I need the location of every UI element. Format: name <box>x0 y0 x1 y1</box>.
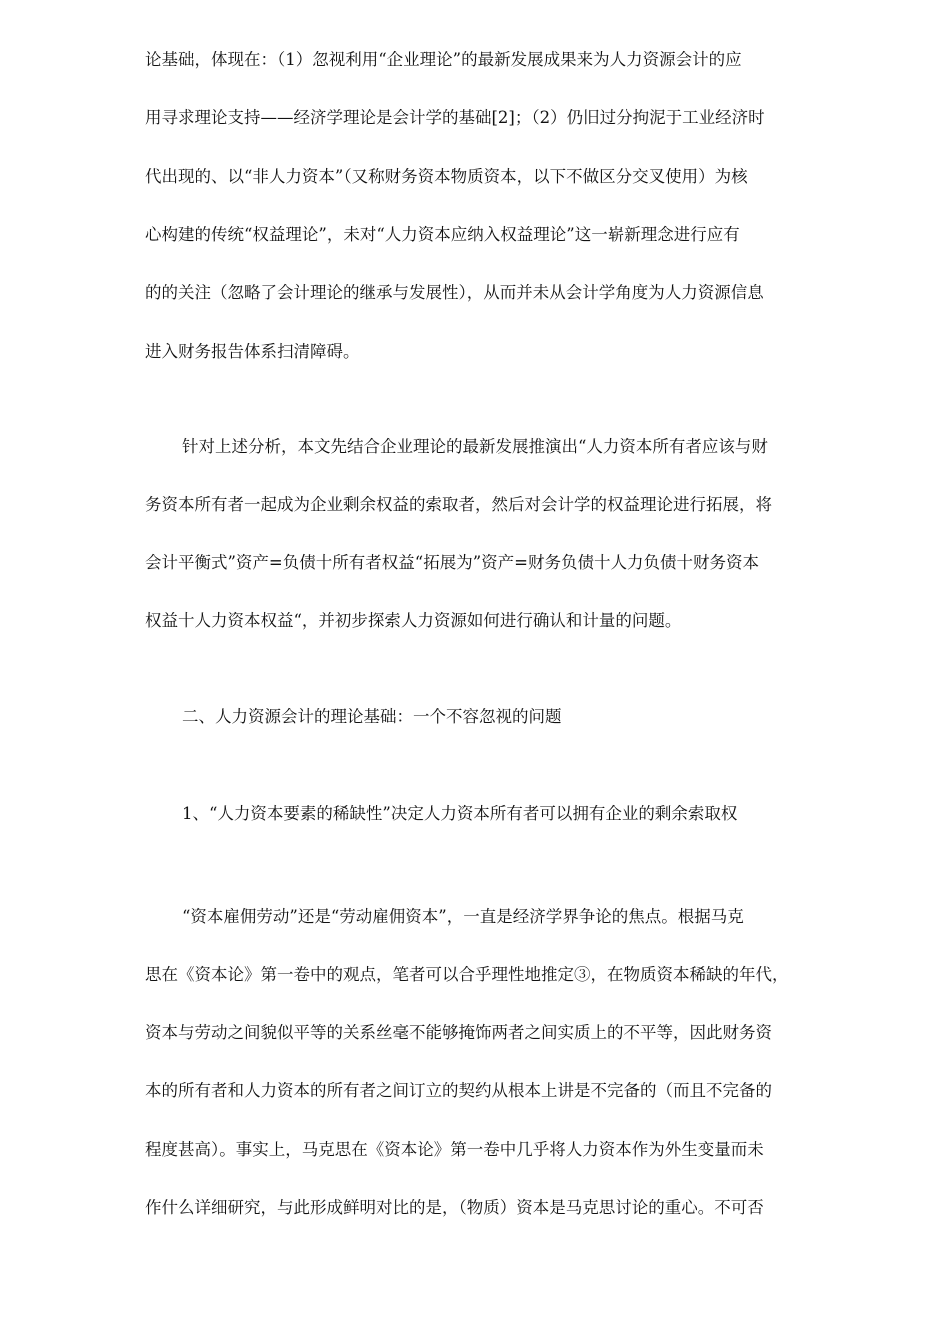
paragraph-1-line-3: 代出现的、以“非人力资本”（又称财务资本物质资本，以下不做区分交叉使用）为核 <box>145 167 748 186</box>
section-heading: 二、人力资源会计的理论基础：一个不容忽视的问题 <box>182 707 562 726</box>
paragraph-3-line-4: 本的所有者和人力资本的所有者之间订立的契约从根本上讲是不完备的（而且不完备的 <box>145 1081 772 1100</box>
paragraph-3-line-1: “资本雇佣劳动”还是“劳动雇佣资本”，一直是经济学界争论的焦点。根据马克 <box>182 907 744 926</box>
paragraph-1-line-4: 心构建的传统“权益理论”，未对“人力资本应纳入权益理论”这一崭新理念进行应有 <box>145 225 740 244</box>
paragraph-1-line-6: 进入财务报告体系扫清障碍。 <box>145 342 360 361</box>
paragraph-3-line-3: 资本与劳动之间貌似平等的关系丝毫不能够掩饰两者之间实质上的不平等，因此财务资 <box>145 1023 772 1042</box>
paragraph-2-line-1: 针对上述分析，本文先结合企业理论的最新发展推演出“人力资本所有者应该与财 <box>182 437 768 456</box>
paragraph-1-line-2: 用寻求理论支持——经济学理论是会计学的基础[2]；（2）仍旧过分拘泥于工业经济时 <box>145 108 765 127</box>
paragraph-2-line-3: 会计平衡式”资产=负债十所有者权益“拓展为”资产=财务负债十人力负债十财务资本 <box>145 553 759 572</box>
paragraph-3-line-2: 思在《资本论》第一卷中的观点，笔者可以合乎理性地推定③，在物质资本稀缺的年代， <box>145 965 789 984</box>
paragraph-2-line-2: 务资本所有者一起成为企业剩余权益的索取者，然后对会计学的权益理论进行拓展，将 <box>145 495 772 514</box>
paragraph-3-line-5: 程度甚高）。事实上，马克思在《资本论》第一卷中几乎将人力资本作为外生变量而未 <box>145 1140 764 1159</box>
subsection-heading: 1、“人力资本要素的稀缺性”决定人力资本所有者可以拥有企业的剩余索取权 <box>182 804 738 823</box>
paragraph-2-line-4: 权益十人力资本权益“，并初步探索人力资源如何进行确认和计量的问题。 <box>145 611 682 630</box>
paragraph-1-line-5: 的的关注（忽略了会计理论的继承与发展性），从而并未从会计学角度为人力资源信息 <box>145 283 764 302</box>
paragraph-1-line-1: 论基础，体现在：（1）忽视利用“企业理论”的最新发展成果来为人力资源会计的应 <box>145 50 742 69</box>
paragraph-3-line-6: 作什么详细研究，与此形成鲜明对比的是，（物质）资本是马克思讨论的重心。不可否 <box>145 1198 764 1217</box>
